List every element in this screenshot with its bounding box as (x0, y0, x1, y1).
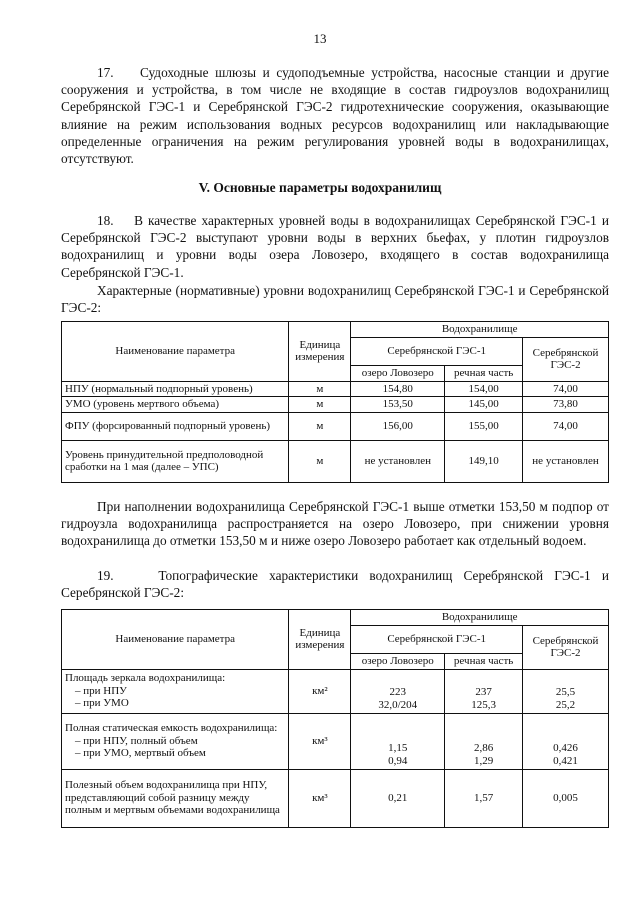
header-river: речная часть (445, 654, 523, 670)
header-reservoir: Водохранилище (351, 610, 609, 626)
levels-table (61, 321, 609, 483)
row-ges2-umo: 25,2 (555, 699, 576, 711)
row-river-npu: 237 (475, 686, 492, 699)
paragraph-18: 18. В качестве характерных уровней воды в водохранилищах Серебрянской ГЭС-1 и Серебрянской ГЭС-2 выступают уровни воды в верхних бьефах, у плотин гидроузлов водохранилищ и уровни воды озера Ловозеро, входящего в состав водохранилища Серебрянской ГЭС-1. (61, 213, 609, 280)
row-name: НПУ (нормальный подпорный уровень) (62, 381, 289, 397)
row-lake-umo: 0,94 (388, 755, 408, 767)
table-row (62, 381, 609, 397)
row-river: 154,00 (445, 381, 523, 397)
header-unit: Единица измерения (289, 610, 351, 670)
table-row (62, 769, 609, 827)
header-param: Наименование параметра (62, 322, 289, 382)
header-unit: Единица измерения (289, 322, 351, 382)
row-lake: 0,21 (351, 769, 445, 827)
row-river: 149,10 (445, 440, 523, 482)
topography-table (61, 609, 609, 828)
row-unit: м (289, 381, 351, 397)
paragraph-fill: При наполнении водохранилища Серебрянской ГЭС-1 выше отметки 153,50 м подпор от гидроузла водохранилища распространяется на озеро Ловозеро, при снижении уровня водохранилища до отметки 153,50 м и ниже озеро Ловозеро работает как отдельный водоем. (61, 499, 609, 549)
row-river: 1,57 (445, 769, 523, 827)
section-title: V. Основные параметры водохранилищ (198, 180, 442, 195)
row-river-umo: 125,3 (471, 699, 496, 711)
header-ges1: Серебрянской ГЭС-1 (351, 626, 523, 654)
header-ges2: Серебрянской ГЭС-2 (523, 626, 609, 670)
row-unit: км³ (289, 769, 351, 827)
header-reservoir: Водохранилище (351, 322, 609, 338)
row-ges2: 74,00 (523, 381, 609, 397)
row-name: Полная статическая емкость водохранилища: (65, 722, 278, 735)
row-sub-umo: – при УМО, мертвый объем (75, 747, 206, 760)
row-lake: 156,00 (351, 412, 445, 440)
row-unit: м (289, 412, 351, 440)
row-ges2-npu: 25,5 (555, 686, 576, 699)
page-number: 13 (313, 31, 327, 46)
row-lake: не установлен (351, 440, 445, 482)
row-river-npu: 2,86 (473, 742, 494, 755)
table-row (62, 669, 609, 713)
row-river: 145,00 (445, 397, 523, 413)
row-lake-umo: 32,0/204 (378, 699, 418, 711)
header-river: речная часть (445, 366, 523, 382)
table-row (62, 412, 609, 440)
header-param: Наименование параметра (62, 610, 289, 670)
row-ges2-npu: 0,426 (553, 742, 578, 755)
row-unit: м (289, 440, 351, 482)
table-row (62, 397, 609, 413)
row-unit: км³ (289, 713, 351, 769)
table-row (62, 713, 609, 769)
row-river: 155,00 (445, 412, 523, 440)
table-row (62, 440, 609, 482)
row-lake: 154,80 (351, 381, 445, 397)
row-unit: м (289, 397, 351, 413)
row-ges2: 0,005 (523, 769, 609, 827)
row-lake-npu: 1,15 (388, 742, 408, 755)
header-ges2: Серебрянской ГЭС-2 (523, 338, 609, 382)
row-ges2: 74,00 (523, 412, 609, 440)
row-lake-npu: 223 (389, 686, 407, 699)
row-ges2: не установлен (523, 440, 609, 482)
header-ges1: Серебрянской ГЭС-1 (351, 338, 523, 366)
header-lake: озеро Ловозеро (351, 366, 445, 382)
row-name: ФПУ (форсированный подпорный уровень) (62, 412, 289, 440)
row-sub-npu: – при НПУ, полный объем (75, 734, 198, 747)
paragraph-17: 17. Судоходные шлюзы и судоподъемные устройства, насосные станции и другие сооружения и устройства, в том числе не входящие в состав гидроузлов водохранилищ Серебрянской ГЭС-1 и Серебрянской ГЭС-2 гидротехнические сооружения, оказывающие влияние на режим использования водных ресурсов водохранилищ или накладывающие определенные ограничения на режим регулирования уровней воды в водохранилищах, отсутствуют. (61, 65, 609, 167)
paragraph-18-levels: Характерные (нормативные) уровни водохранилищ Серебрянской ГЭС-1 и Серебрянской ГЭС-2: (61, 283, 609, 316)
row-lake: 153,50 (351, 397, 445, 413)
row-name: УМО (уровень мертвого объема) (62, 397, 289, 413)
row-sub-npu: – при НПУ (75, 684, 127, 697)
row-sub-umo: – при УМО (75, 697, 129, 710)
row-name: Площадь зеркала водохранилища: (65, 672, 226, 685)
row-unit: км² (289, 669, 351, 713)
row-name: Уровень принудительной предполоводной сработки на 1 мая (далее – УПС) (62, 440, 289, 482)
row-ges2-umo: 0,421 (553, 755, 578, 767)
row-ges2: 73,80 (523, 397, 609, 413)
row-river-umo: 1,29 (473, 755, 494, 767)
row-name: Полезный объем водохранилища при НПУ, представляющий собой разницу между полным и мертвым объемами водохранилища (62, 769, 289, 827)
paragraph-19: 19. Топографические характеристики водохранилищ Серебрянской ГЭС-1 и Серебрянской ГЭС-2: (61, 568, 609, 601)
header-lake: озеро Ловозеро (351, 654, 445, 670)
